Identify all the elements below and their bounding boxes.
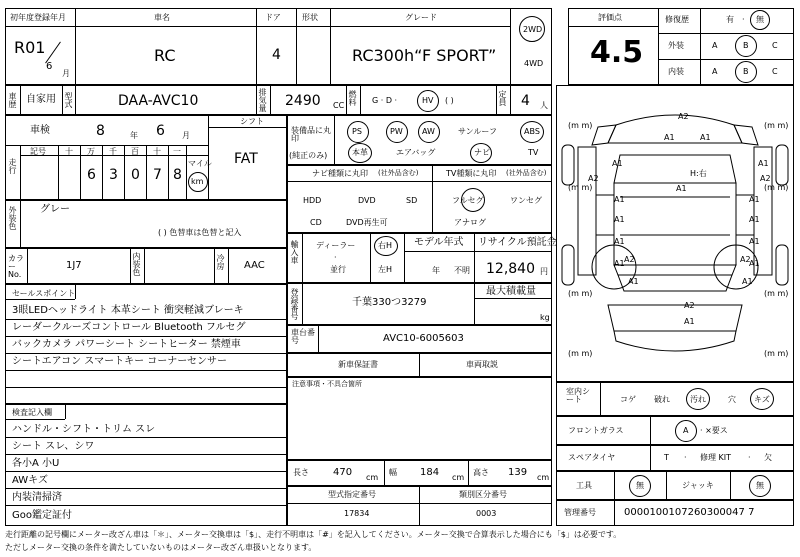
equip-leather: 本革 [352, 148, 368, 157]
door-value: 4 [272, 47, 281, 63]
bracket-2: (m m) [764, 121, 789, 130]
spare-none: 欠 [764, 453, 772, 462]
equip-pw: PW [390, 127, 403, 136]
interior-grade-b: B [743, 67, 749, 76]
color-no-label: カラーNo. [8, 254, 24, 279]
grade-label: グレード [405, 13, 437, 22]
interior-color-label: 内装色 [132, 252, 141, 276]
sales-line-4: シートエアコン スマートキー コーナーセンサー [12, 356, 228, 367]
bracket-5: (m m) [568, 289, 593, 298]
model-year-value: 不明 [454, 266, 470, 275]
sheet-tear: 破れ [654, 395, 670, 404]
registration-value: 千葉330つ3279 [352, 297, 427, 308]
import-parallel: 並行 [330, 265, 346, 274]
equip-navi: ナビ [474, 148, 490, 157]
diagram-label-17: A2 [740, 255, 751, 264]
width-label: 幅 [389, 468, 397, 477]
front-glass-selected: A [683, 426, 689, 435]
recycle-unit: 円 [540, 267, 548, 276]
left-handle: 左H [378, 265, 393, 274]
equipment-sub: (純正のみ) [289, 151, 328, 160]
score-value: 4.5 [590, 35, 644, 70]
spare-t: T [664, 453, 669, 462]
displacement-label: 排気量 [258, 88, 267, 112]
height-value: 139 [508, 467, 528, 478]
mileage-digit-2: 0 [131, 167, 140, 183]
equip-aw: AW [422, 127, 435, 136]
equipment-label: 装備品に丸印 [291, 126, 331, 143]
bracket-8: (m m) [764, 349, 789, 358]
bracket-1: (m m) [568, 121, 593, 130]
fuel-options: G · D · [372, 96, 398, 105]
footer-line-2: ただしメーター交換の条件を満たしていないものはメーター改ざん車扱いとなります。 [5, 543, 317, 552]
height-label: 高さ [473, 468, 489, 477]
length-label: 長さ [293, 468, 309, 477]
mileage-digit-3: 7 [153, 167, 162, 183]
color-no-value: 1J7 [66, 260, 82, 271]
width-unit: cm [452, 473, 465, 482]
inspector-line-5: 内装清掃済 [12, 492, 62, 503]
diagram-label-4: A1 [758, 159, 769, 168]
bracket-4: (m m) [764, 183, 789, 192]
sheet-stain: 汚れ [690, 395, 706, 404]
notes-section [287, 377, 552, 460]
inspector-line-3: 各小A 小U [12, 458, 60, 469]
capacity-value: 4 [521, 93, 530, 109]
registration-label: 登録番号 [290, 288, 299, 320]
score-label: 評価点 [598, 13, 622, 22]
mileage-col-5: 一 [173, 147, 181, 156]
import-label: 輸入車 [290, 240, 299, 264]
interior-grade-c: C [772, 67, 778, 76]
warranty-manual: 車両取説 [466, 360, 498, 369]
navi-dvd-play: DVD再生可 [346, 218, 388, 227]
diagram-label-a2-top: A2 [678, 112, 689, 121]
chassis-label: 車台番号 [291, 328, 315, 345]
class-number-value: 0003 [476, 509, 497, 518]
mileage-col-3: 百 [131, 147, 139, 156]
color-value: グレー [40, 204, 70, 215]
bracket-7: (m m) [568, 349, 593, 358]
fuel-selected: HV [422, 96, 434, 105]
management-value: 0000100107260300047 7 [624, 507, 755, 518]
spare-dot-1: · [684, 453, 687, 462]
first-registration-label: 初年度登録年月 [10, 13, 66, 22]
diagram-label-16: A2 [624, 255, 635, 264]
repair-no: 無 [756, 15, 764, 24]
first-registration-month: 6 [46, 61, 53, 72]
diagram-label-12: A1 [614, 237, 625, 246]
navi-sd: SD [406, 196, 418, 205]
capacity-label: 定員 [498, 90, 507, 106]
tv-oneseg: ワンセグ [510, 196, 542, 205]
class-number-label: 類別区分番号 [459, 490, 507, 499]
capacity-unit: 人 [540, 101, 548, 110]
mileage-col-1: 万 [87, 147, 95, 156]
shaken-year-unit: 年 [130, 131, 138, 140]
mile-label: マイル [188, 159, 212, 168]
diagram-label-5: A2 [588, 174, 599, 183]
tv-fullseg: フルセグ [452, 196, 484, 205]
model-year-label: モデル年式 [414, 237, 464, 248]
management-label: 管理番号 [564, 508, 596, 517]
repair-yes: 有 [726, 15, 734, 24]
mileage-col-4: 十 [153, 147, 161, 156]
sheet-scratch: キズ [754, 395, 770, 404]
right-handle: 右H [378, 241, 393, 250]
interior-sheet-label: 室内シート [566, 387, 590, 404]
tv-label: TV種類に丸印 [446, 169, 497, 178]
navi-label: ナビ種類に丸印 [312, 169, 368, 178]
exterior-grade-b: B [743, 41, 749, 50]
equip-sunroof: サンルーフ [458, 127, 497, 136]
height-unit: cm [537, 473, 550, 482]
inspector-line-1: ハンドル・シフト・トリム スレ [12, 424, 156, 435]
max-load-unit: kg [540, 313, 550, 322]
month-unit: 月 [62, 69, 70, 78]
equip-tv: TV [528, 148, 539, 157]
length-unit: cm [366, 473, 379, 482]
door-label: ドア [265, 13, 281, 22]
import-dealer: ディーラー [316, 241, 356, 250]
repair-dot: · [742, 15, 745, 24]
mileage-col-0: 十 [65, 147, 73, 156]
exterior-label: 外装 [668, 41, 684, 50]
bracket-3: (m m) [568, 183, 593, 192]
warranty-new-car: 新車保証書 [338, 360, 378, 369]
diagram-label-2: A1 [700, 133, 711, 142]
shape-label: 形状 [302, 13, 318, 22]
max-load-label: 最大積載量 [486, 286, 536, 297]
sales-points-label: セールスポイント [12, 289, 76, 298]
km-label: km [191, 177, 204, 186]
recycle-label: リサイクル預託金 [478, 237, 557, 248]
ac-value: AAC [244, 260, 265, 271]
interior-label: 内装 [668, 67, 684, 76]
diagram-label-18: A2 [684, 301, 695, 310]
equip-abs: ABS [524, 127, 540, 136]
fuel-label: 燃料 [348, 90, 357, 106]
diagram-label-11: A1 [749, 215, 760, 224]
inspector-line-6: Goo鑑定証付 [12, 510, 72, 521]
diagram-label-21: A1 [684, 317, 695, 326]
interior-grade-a: A [712, 67, 718, 76]
drive-4wd: 4WD [524, 59, 544, 68]
model-label: 型式 [64, 92, 73, 108]
recycle-value: 12,840 [486, 261, 535, 277]
color-label: 外装色 [8, 206, 17, 230]
sales-line-2: レーダークルーズコントロール Bluetooth フルセグ [12, 322, 246, 333]
color-note: ( ) 色替車は色替と記入 [158, 228, 242, 237]
diagram-label-14: A1 [614, 259, 625, 268]
grade-value: RC300h“F SPORT” [352, 46, 497, 65]
diagram-label-8: A1 [614, 195, 625, 204]
shaken-month: 6 [156, 123, 165, 139]
diagram-label-13: A1 [749, 237, 760, 246]
exterior-grade-c: C [772, 41, 778, 50]
mileage-digit-4: 8 [173, 167, 182, 183]
tv-analog: アナログ [454, 218, 486, 227]
shaken-label: 車検 [30, 125, 50, 136]
sheet-burn: コゲ [620, 395, 636, 404]
navi-dvd: DVD [358, 196, 376, 205]
front-glass-rest: · ×要ス [700, 426, 728, 435]
car-name-value: RC [154, 46, 176, 65]
car-name-label: 車名 [154, 13, 170, 22]
length-value: 470 [333, 467, 353, 478]
exterior-grade-a: A [712, 41, 718, 50]
diagram-label-20: A1 [742, 277, 753, 286]
tv-sub: (社外品含む) [506, 169, 547, 177]
first-registration-year: R01 [14, 38, 46, 57]
tools-label: 工具 [576, 481, 592, 490]
jack-value: 無 [756, 481, 764, 490]
model-year-unit: 年 [432, 266, 440, 275]
sheet-hole: 穴 [728, 395, 736, 404]
displacement-unit: CC [333, 101, 345, 110]
diagram-label-15: A1 [749, 259, 760, 268]
inspector-label: 検査記入欄 [12, 408, 52, 417]
diagram-label-6: A2 [760, 174, 771, 183]
diagram-label-7: A1 [676, 184, 687, 193]
diagram-label-h: H:右 [690, 169, 707, 178]
ac-label: 冷房 [216, 254, 225, 270]
sales-line-1: 3眼LEDヘッドライト 本革シート 衝突軽減ブレーキ [12, 305, 244, 316]
footer-line-1: 走行距離の記号欄にメーター改ざん車は「＊」、メーター交換車は「$」、走行不明車は「#」を記入してください。メーター交換で合算表示した場合にも「$」は必要です。 [5, 530, 622, 539]
notes-label: 注意事項・不具合箇所 [292, 380, 362, 388]
sales-line-3: バックカメラ パワーシート シートヒーター 禁煙車 [12, 339, 241, 350]
repair-label: 修復歴 [665, 15, 689, 24]
chassis-value: AVC10-6005603 [383, 333, 464, 344]
type-number-label: 型式指定番号 [328, 490, 376, 499]
mileage-label: 走行 [8, 158, 17, 174]
spare-kit: 修理 KIT [700, 453, 732, 462]
navi-sub: (社外品含む) [378, 169, 419, 177]
shaken-month-unit: 月 [182, 131, 190, 140]
jack-label: ジャッキ [682, 481, 714, 490]
mileage-digit-1: 3 [109, 167, 118, 183]
mileage-col-2: 千 [109, 147, 117, 156]
shift-label: シフト [240, 117, 264, 126]
drive-2wd: 2WD [523, 25, 543, 34]
front-glass-label: フロントガラス [568, 426, 624, 435]
usage-value: 自家用 [26, 94, 56, 105]
navi-cd: CD [310, 218, 322, 227]
spare-dot-2: · [748, 453, 751, 462]
diagram-label-19: A1 [628, 277, 639, 286]
equip-airbag: エアバッグ [396, 148, 436, 157]
tools-value: 無 [636, 481, 644, 490]
row-usage [5, 85, 552, 115]
displacement-value: 2490 [285, 93, 321, 109]
shaken-year: 8 [96, 123, 105, 139]
inspector-line-2: シート スレ、シワ [12, 441, 95, 452]
navi-hdd: HDD [303, 196, 322, 205]
usage-label: 車歴 [8, 92, 17, 108]
diagram-label-10: A1 [614, 215, 625, 224]
type-number-value: 17834 [344, 509, 370, 518]
diagram-label-3: A1 [612, 159, 623, 168]
diagram-label-9: A1 [749, 195, 760, 204]
spare-tire-label: スペアタイヤ [568, 453, 616, 462]
bracket-6: (m m) [764, 289, 789, 298]
mileage-mark-label: 記号 [30, 147, 46, 156]
shift-value: FAT [234, 151, 258, 167]
model-value: DAA-AVC10 [118, 93, 199, 109]
equip-ps: PS [352, 127, 362, 136]
width-value: 184 [420, 467, 440, 478]
diagram-label-1: A1 [664, 133, 675, 142]
mileage-digit-0: 6 [87, 167, 96, 183]
import-dot: · [334, 253, 337, 262]
inspector-line-4: AWキズ [12, 475, 48, 486]
fuel-paren: ( ) [445, 96, 454, 105]
